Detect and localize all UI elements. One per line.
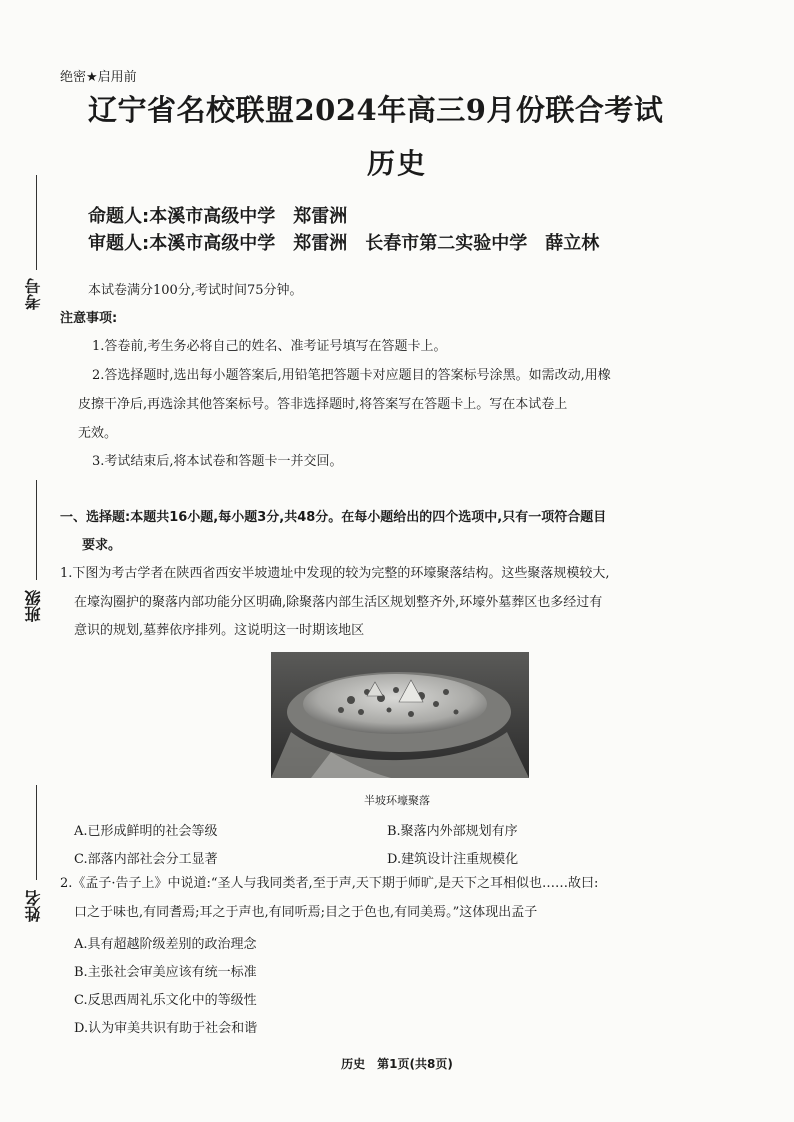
question-1-stem: 1.下图为考古学者在陕西省西安半坡遗址中发现的较为完整的环壕聚落结构。这些聚落规模较大, [60,566,610,581]
class-label: 班级 [24,590,43,622]
notice-item-2: 2.答选择题时,选出每小题答案后,用铅笔把答题卡对应题目的答案标号涂黑。如需改动,用橡 [92,368,611,383]
q1-option-d: D.建筑设计注重规模化 [387,852,519,867]
q1-option-c: C.部落内部社会分工显著 [74,852,218,867]
notice-title: 注意事项: [60,311,118,326]
exam-title: 辽宁省名校联盟2024年高三9月份联合考试 [88,93,664,127]
exam-no-label: 考号 [24,278,43,310]
notice-item-2-cont: 皮擦干净后,再选涂其他答案标号。答非选择题时,将答案写在答题卡上。写在本试卷上 [78,397,568,412]
section-heading-cont: 要求。 [82,538,122,553]
notice-item-1: 1.答卷前,考生务必将自己的姓名、准考证号填写在答题卡上。 [92,339,447,354]
question-setter-line: 命题人:本溪市高级中学 郑雷洲 [88,206,348,227]
q2-option-a: A.具有超越阶级差别的政治理念 [74,937,257,952]
subject-title: 历史 [366,147,427,180]
notice-item-2-end: 无效。 [78,426,118,441]
question-1-stem-cont: 在壕沟圈护的聚落内部功能分区明确,除聚落内部生活区规划整齐外,环壕外墓葬区也多经过有 [74,595,603,610]
name-label: 姓名 [24,890,43,922]
reviewer-line: 审题人:本溪市高级中学 郑雷洲 长春市第二实验中学 薛立林 [88,233,600,254]
exam-no-line [36,175,37,270]
question-2-stem-cont: 口之于味也,有同耆焉;耳之于声也,有同听焉;目之于色也,有同美焉。”这体现出孟子 [74,905,538,920]
photo-caption: 半坡环壕聚落 [364,794,430,807]
page-footer: 历史 第1页(共8页) [341,1057,453,1071]
confidential-mark: 绝密★启用前 [60,70,137,85]
question-2-stem: 2.《孟子·告子上》中说道:“圣人与我同类者,至于声,天下期于师旷,是天下之耳相似也……故曰: [60,876,599,891]
q1-option-a: A.已形成鲜明的社会等级 [74,824,218,839]
section-heading: 一、选择题:本题共16小题,每小题3分,共48分。在每小题给出的四个选项中,只有一项符合题目 [60,510,607,525]
banpo-settlement-photo [271,652,529,778]
question-1-stem-end: 意识的规划,墓葬依序排列。这说明这一时期该地区 [74,623,365,638]
class-line [36,480,37,580]
notice-item-3: 3.考试结束后,将本试卷和答题卡一并交回。 [92,454,343,469]
q2-option-d: D.认为审美共识有助于社会和谐 [74,1021,258,1036]
q2-option-c: C.反思西周礼乐文化中的等级性 [74,993,257,1008]
exam-info: 本试卷满分100分,考试时间75分钟。 [88,283,303,298]
q1-option-b: B.聚落内外部规划有序 [387,824,518,839]
q2-option-b: B.主张社会审美应该有统一标准 [74,965,257,980]
